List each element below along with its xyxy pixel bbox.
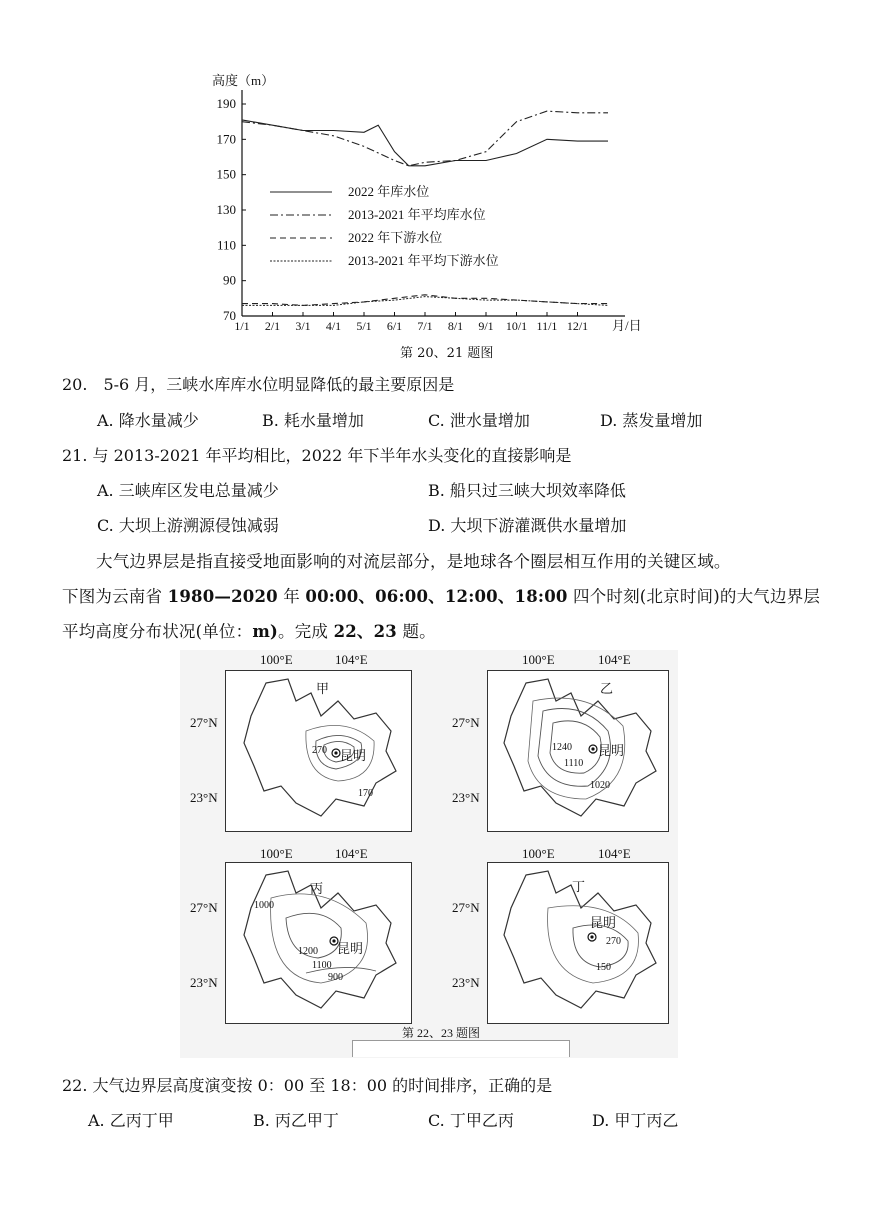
x-tick-label: 1/1 (234, 319, 250, 333)
lon-label: 100°E (260, 846, 293, 861)
intro-question-numbers: 22、23 (333, 622, 397, 641)
legend-label: 2022 年下游水位 (348, 230, 443, 245)
q21-option-c: C. 大坝上游溯源侵蚀减弱 (97, 516, 279, 535)
intro-line-2 (62, 583, 820, 607)
series-line-0 (242, 120, 608, 166)
lat-label: 27°N (190, 715, 218, 730)
y-tick-label: 70 (223, 308, 236, 323)
contour-label: 270 (606, 936, 621, 947)
lat-label: 23°N (190, 975, 218, 990)
lat-label: 23°N (452, 975, 480, 990)
contour-label: 1110 (564, 758, 584, 769)
lat-label: 27°N (190, 900, 218, 915)
y-tick-label: 150 (216, 166, 236, 182)
x-tick-label: 2/1 (264, 319, 281, 333)
y-axis-label: 高度（m） (212, 73, 275, 88)
lon-label: 104°E (335, 652, 368, 667)
intro-text: 下图为云南省 (62, 587, 168, 606)
legend (270, 184, 499, 268)
intro-text: 年 (277, 587, 306, 606)
lon-label: 104°E (598, 652, 631, 667)
question-21-stem: 21. 与 2013-2021 年平均相比，2022 年下半年水头变化的直接影响是 (62, 446, 572, 465)
city-label-kunming: 昆明 (590, 915, 617, 930)
map-frame (487, 670, 669, 832)
maps-caption: 第 22、23 题图 (402, 1026, 481, 1040)
q21-option-b: B. 船只过三峡大坝效率降低 (428, 481, 626, 500)
q22-option-a: A. 乙丙丁甲 (88, 1111, 174, 1130)
panel-label: 丙 (310, 881, 324, 896)
y-tick-label: 110 (216, 237, 236, 253)
lon-label: 104°E (335, 846, 368, 861)
panel-label: 丁 (572, 879, 586, 894)
contour-label: 1000 (254, 900, 274, 911)
y-tick-label: 130 (216, 202, 236, 217)
lon-label: 100°E (522, 652, 555, 667)
legend-label: 2013-2021 年平均库水位 (348, 207, 486, 222)
contour-label: 1020 (590, 780, 610, 791)
contour-label: 170 (358, 788, 373, 799)
contour-label: 1200 (298, 946, 318, 957)
x-tick-label: 10/1 (505, 319, 528, 333)
q22-option-d: D. 甲丁丙乙 (592, 1111, 679, 1130)
lat-label: 23°N (190, 790, 218, 805)
contour-label: 1240 (552, 742, 572, 753)
yunnan-boundary-layer-maps (180, 650, 678, 1058)
intro-text: 平均高度分布状况(单位： (62, 622, 253, 641)
intro-unit: m) (252, 622, 279, 641)
contour-label: 900 (328, 972, 343, 983)
city-label-kunming: 昆明 (340, 748, 367, 763)
intro-times: 00:00、06:00、12:00、18:00 (305, 587, 568, 606)
series-line-3 (242, 297, 608, 306)
question-20-stem: 20. 5-6 月，三峡水库库水位明显降低的最主要原因是 (62, 375, 455, 394)
lon-label: 104°E (598, 846, 631, 861)
panel-label: 乙 (600, 681, 614, 696)
yunnan-outline (488, 671, 668, 831)
legend-label: 2013-2021 年平均下游水位 (348, 253, 499, 268)
lon-label: 100°E (260, 652, 293, 667)
intro-text: 题。 (397, 622, 436, 641)
y-tick-label: 190 (216, 96, 236, 111)
q21-option-a: A. 三峡库区发电总量减少 (97, 481, 279, 500)
intro-line-1: 大气边界层是指直接受地面影响的对流层部分，是地球各个圈层相互作用的关键区域。 (96, 552, 731, 571)
water-level-chart (200, 68, 660, 338)
x-tick-label: 6/1 (386, 319, 403, 333)
q22-option-c: C. 丁甲乙丙 (428, 1111, 514, 1130)
y-tick-label: 170 (216, 131, 236, 147)
series-line-1 (242, 111, 608, 166)
intro-line-3 (62, 618, 436, 642)
panel-label: 甲 (316, 681, 330, 696)
intro-text: 。完成 (278, 622, 334, 641)
q20-option-a: A. 降水量减少 (97, 411, 199, 430)
x-tick-label: 11/1 (536, 319, 558, 333)
legend-label: 2022 年库水位 (348, 184, 430, 199)
y-tick-label: 90 (223, 272, 236, 288)
x-axis-ticks (234, 312, 588, 333)
x-tick-label: 3/1 (295, 319, 311, 333)
contour-label: 270 (312, 745, 327, 756)
lat-label: 27°N (452, 715, 480, 730)
question-22-stem: 22. 大气边界层高度演变按 0：00 至 18：00 的时间排序，正确的是 (62, 1076, 553, 1095)
city-label-kunming: 昆明 (598, 743, 625, 758)
lon-label: 100°E (522, 846, 555, 861)
lat-label: 27°N (452, 900, 480, 915)
city-label-kunming: 昆明 (337, 941, 364, 956)
q20-option-b: B. 耗水量增加 (262, 411, 364, 430)
x-axis-unit: 月/日 (612, 318, 642, 333)
contour-label: 150 (596, 962, 611, 973)
caption-box (352, 1040, 570, 1057)
x-tick-label: 12/1 (566, 319, 589, 333)
x-tick-label: 4/1 (325, 319, 342, 333)
x-tick-label: 8/1 (447, 319, 464, 333)
intro-years: 1980—2020 (167, 587, 278, 606)
lat-label: 23°N (452, 790, 480, 805)
chart-caption: 第 20、21 题图 (400, 346, 494, 361)
q21-option-d: D. 大坝下游灌溉供水量增加 (428, 516, 627, 535)
intro-text: 四个时刻(北京时间)的大气边界层 (567, 587, 821, 606)
x-tick-label: 5/1 (356, 319, 372, 333)
x-tick-label: 9/1 (478, 319, 494, 333)
q22-option-b: B. 丙乙甲丁 (253, 1111, 339, 1130)
x-tick-label: 7/1 (417, 319, 433, 333)
contour-label: 1100 (312, 960, 332, 971)
q20-option-d: D. 蒸发量增加 (600, 411, 703, 430)
q20-option-c: C. 泄水量增加 (428, 411, 530, 430)
